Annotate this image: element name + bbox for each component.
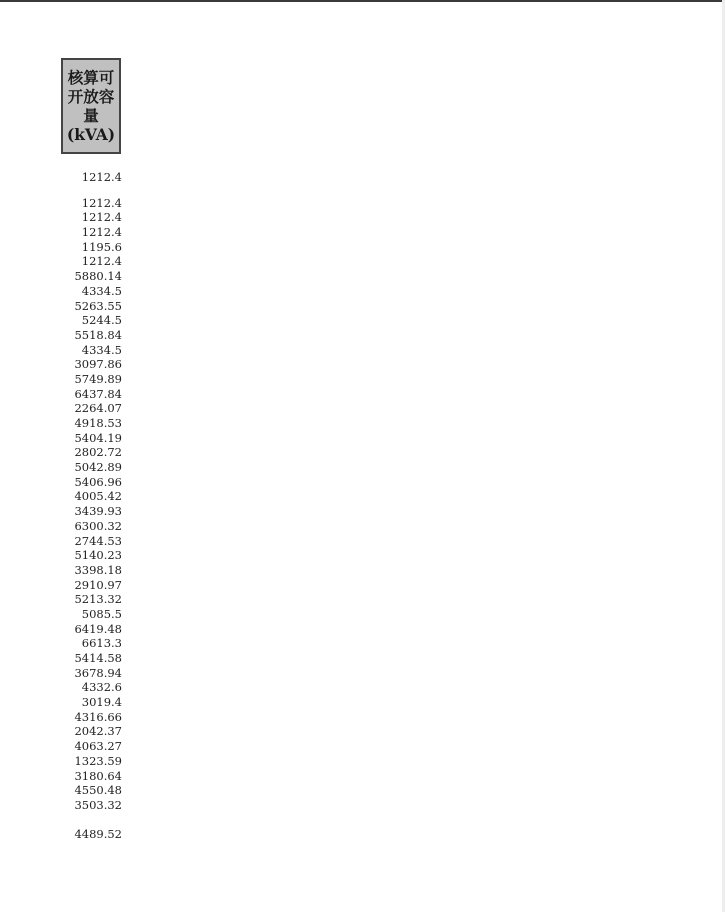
table-cell: 4489.52 (74, 826, 122, 841)
table-cell: 4316.66 (74, 709, 122, 724)
table-cell: 5140.23 (74, 548, 122, 563)
table-cell: 4332.6 (81, 680, 122, 695)
table-cell: 5085.5 (81, 606, 122, 621)
table-cell: 1212.4 (81, 170, 122, 184)
table-cell: 2744.53 (74, 533, 122, 548)
column-header-line: 开放容 (67, 87, 115, 106)
table-cell: 1212.4 (81, 210, 122, 225)
table-cell: 5213.32 (74, 592, 122, 607)
table-cell: 4334.5 (81, 342, 122, 357)
table-cell: 6300.32 (74, 518, 122, 533)
table-cell: 5404.19 (74, 430, 122, 445)
table-cell: 3180.64 (74, 768, 122, 783)
table-cell: 3019.4 (81, 695, 122, 710)
table-cell: 3503.32 (74, 797, 122, 812)
table-cell: 2264.07 (74, 401, 122, 416)
table-cell: 5042.89 (74, 460, 122, 475)
table-cell: 3439.93 (74, 504, 122, 519)
table-cell: 6419.48 (74, 621, 122, 636)
table-cell: 1195.6 (81, 239, 122, 254)
column-header (61, 58, 121, 154)
table-cell: 4550.48 (74, 783, 122, 798)
table-cell: 4334.5 (81, 283, 122, 298)
table-cell: 5406.96 (74, 474, 122, 489)
table-cell: 6613.3 (81, 636, 122, 651)
table-cell: 4005.42 (74, 489, 122, 504)
table-cell: 1212.4 (81, 225, 122, 240)
table-cell: 2802.72 (74, 445, 122, 460)
table-cell: 2042.37 (74, 724, 122, 739)
table-cell: 1212.4 (81, 195, 122, 210)
table-cell: 5263.55 (74, 298, 122, 313)
table-cell: 4063.27 (74, 739, 122, 754)
column-header-line: (kVA) (66, 125, 116, 144)
table-cell: 1323.59 (74, 753, 122, 768)
top-rule (0, 0, 725, 2)
capacity-column (50, 170, 122, 841)
table-cell: 5414.58 (74, 651, 122, 665)
table-cell: 3398.18 (74, 562, 122, 577)
table-cell: 5518.84 (74, 327, 122, 342)
table-cell: 5749.89 (74, 371, 122, 386)
table-cell: 2910.97 (74, 577, 122, 592)
column-header-line: 核算可 (67, 68, 115, 87)
column-header-line: 量 (83, 106, 99, 125)
table-cell: 5244.5 (81, 313, 122, 328)
table-cell: 1212.4 (81, 254, 122, 269)
table-cell: 4918.53 (74, 416, 122, 430)
table-cell: 6437.84 (74, 386, 122, 401)
table-cell: 3678.94 (74, 665, 122, 680)
table-cell: 5880.14 (74, 269, 122, 284)
table-cell: 3097.86 (74, 357, 122, 372)
